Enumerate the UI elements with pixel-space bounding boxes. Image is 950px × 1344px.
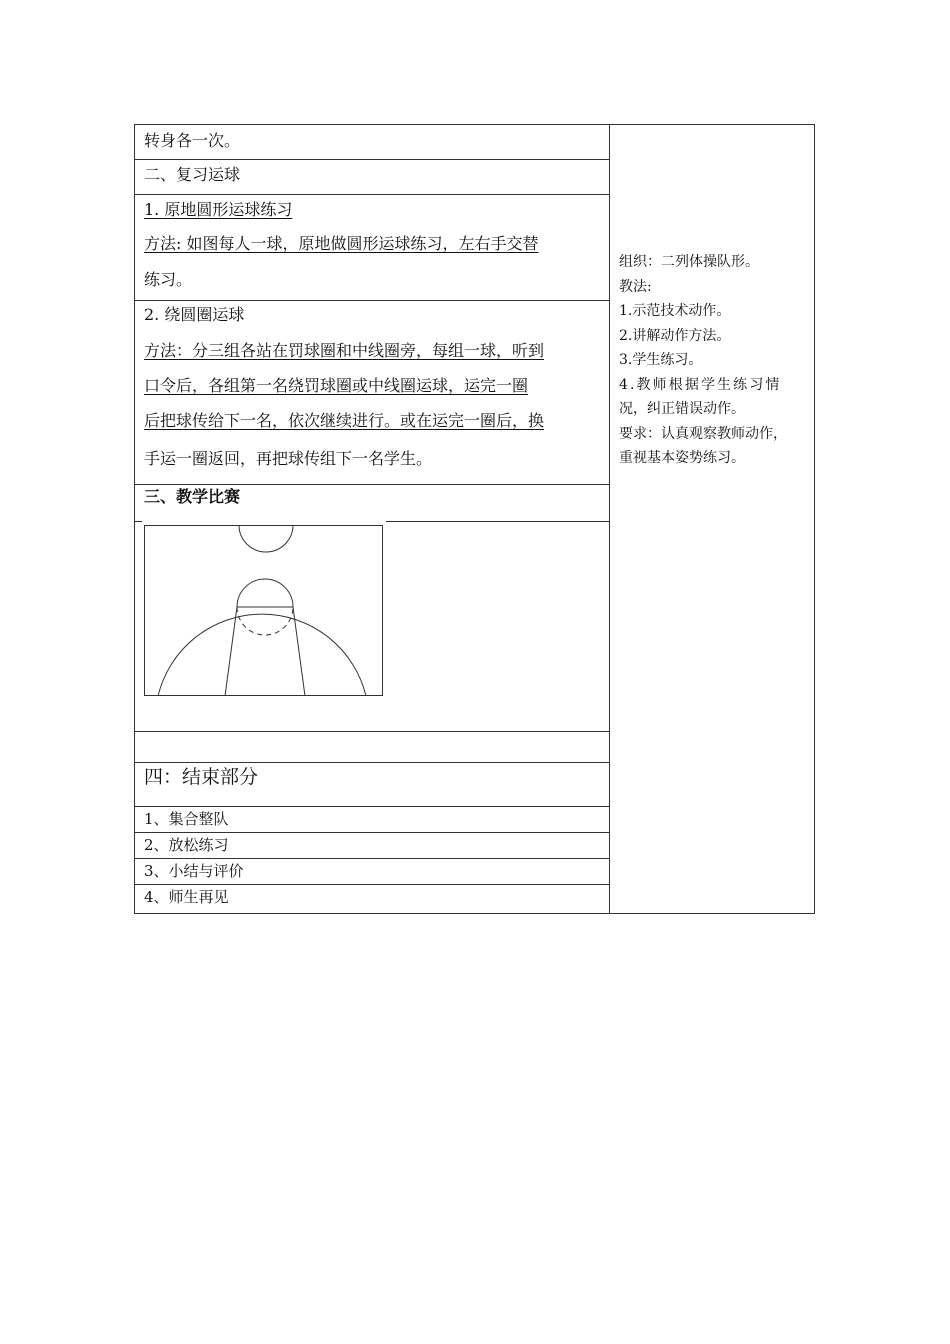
- method-line: 口令后，各组第一名绕罚球圈或中线圈运球，运完一圈: [144, 376, 529, 395]
- section-title: 三、教学比赛: [144, 487, 241, 506]
- method-step: 1.示范技术动作。: [619, 303, 731, 319]
- row-divider-stub: [386, 521, 610, 522]
- list-item: 4、师生再见: [144, 888, 229, 906]
- item-title: 2. 绕圆圈运球: [144, 305, 245, 324]
- method-step: 况，纠正错误动作。: [619, 401, 745, 417]
- method-line: 后把球传给下一名，依次继续进行。或在运完一圈后，换: [144, 411, 545, 430]
- section-title: 四：结束部分: [144, 766, 259, 788]
- list-item: 2、放松练习: [144, 836, 229, 854]
- method-line: 方法：分三组各站在罚球圈和中线圈旁，每组一球，听到: [144, 341, 545, 360]
- list-item: 3、小结与评价: [144, 862, 244, 880]
- column-divider: [609, 124, 610, 914]
- method-line: 练习。: [144, 270, 193, 289]
- method-step: 2.讲解动作方法。: [619, 327, 731, 344]
- court-diagram: [144, 525, 384, 697]
- org-line: 组织：二列体操队形。: [619, 254, 759, 270]
- method-text: 方法: 如图每人一球，原地做圆形运球练习，左右手交替: [144, 234, 539, 253]
- row-divider: [134, 731, 610, 732]
- method-line: 手运一圈返回，再把球传组下一名学生。: [144, 449, 433, 468]
- section-title: 二、复习运球: [144, 165, 241, 184]
- list-item: 1、集合整队: [144, 810, 229, 828]
- method-label: 教法:: [619, 278, 652, 295]
- method-step: 4.教师根据学生练习情: [619, 376, 782, 393]
- method-line: [144, 227, 604, 261]
- requirement-line: 要求：认真观察教师动作，: [619, 425, 787, 442]
- item-title: 1. 原地圆形运球练习: [144, 200, 293, 219]
- organization-notes: [619, 250, 809, 471]
- text-line: 转身各一次。: [144, 131, 241, 150]
- method-step: 3.学生练习。: [619, 352, 703, 368]
- requirement-line: 重视基本姿势练习。: [619, 450, 745, 466]
- row-divider-stub: [134, 521, 142, 522]
